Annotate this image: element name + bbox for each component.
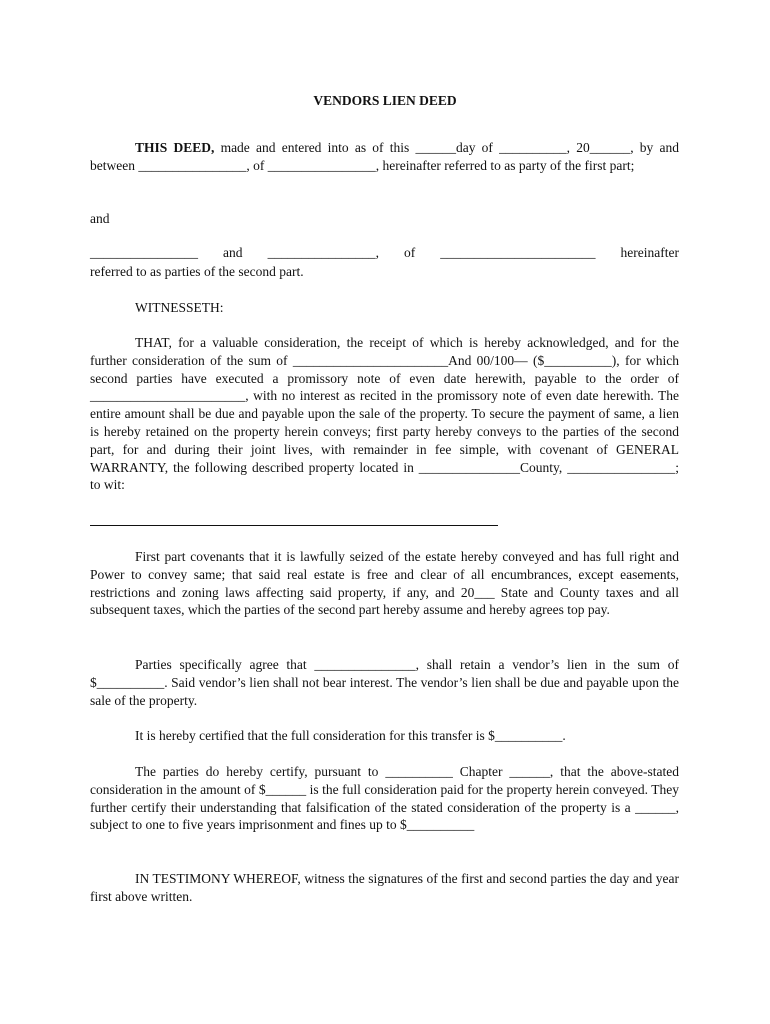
opening-bold-phrase: THIS DEED, xyxy=(135,140,215,155)
party-and-word: and xyxy=(223,245,243,260)
party-blank-2: ________________, xyxy=(267,245,379,260)
party-blank-1: ________________ xyxy=(90,245,198,260)
covenants-paragraph: First part covenants that it is lawfully seized of the estate hereby conveyed and has full right and Power to convey same; that said real estate is free and clear of all encumbrances, except easements, restrictions and zoning laws affecting said property, if any, and 20___ State and County taxes and all subsequent taxes, which the parties of the second part hereby assume and hereby agrees top pay. xyxy=(90,549,679,618)
and-line: and xyxy=(90,211,110,226)
party-hereinafter-word: hereinafter xyxy=(620,245,679,260)
certification-paragraph: It is hereby certified that the full consideration for this transfer is $__________. xyxy=(135,728,566,743)
stated-consideration-paragraph: The parties do hereby certify, pursuant to __________ Chapter ______, that the above-stated consideration in the amount of $______ is the full consideration paid for the property herein conveyed. They further certify their understanding that falsification of the stated consideration of the property is a ______, subject to one to five years imprisonment and fines up to $__________ xyxy=(90,764,679,833)
party-blank-3: _______________________ xyxy=(440,245,596,260)
vendors-lien-paragraph: Parties specifically agree that _______________, shall retain a vendor’s lien in the sum of $__________. Said vendor’s lien shall not bear interest. The vendor’s lien shall be due and payable upon the sale of the property. xyxy=(90,657,679,708)
witnesseth-heading: WITNESSETH: xyxy=(135,300,224,315)
testimony-paragraph: IN TESTIMONY WHEREOF, witness the signatures of the first and second parties the day and year first above written. xyxy=(90,871,679,904)
document-title: VENDORS LIEN DEED xyxy=(313,93,457,108)
second-party-line xyxy=(90,244,679,262)
consideration-paragraph: THAT, for a valuable consideration, the receipt of which is hereby acknowledged, and for the further consideration of the sum of _______________________And 00/100— ($__________), for which second parties have executed a promissory note of even date herewith, payable to the order of _______________________, with no interest as recited in the promissory note of even date herewith. The entire amount shall be due and payable upon the sale of the property. To secure the payment of same, a lien is hereby retained on the property herein conveys; first party hereby conveys to the parties of the second part, for and during their joint lives, with remainder in fee simple, with covenant of GENERAL WARRANTY, the following described property located in _______________County, ________________; to wit: xyxy=(90,335,679,493)
property-description-line xyxy=(90,525,498,526)
opening-paragraph xyxy=(90,139,679,175)
opening-paragraph-text: made and entered into as of this ______day of __________, 20______, by and between ________________, of ________________, hereinafter referred to as party of the first part; xyxy=(90,140,679,173)
second-party-line-continued: referred to as parties of the second part. xyxy=(90,264,304,279)
party-of-word: of xyxy=(403,245,416,260)
